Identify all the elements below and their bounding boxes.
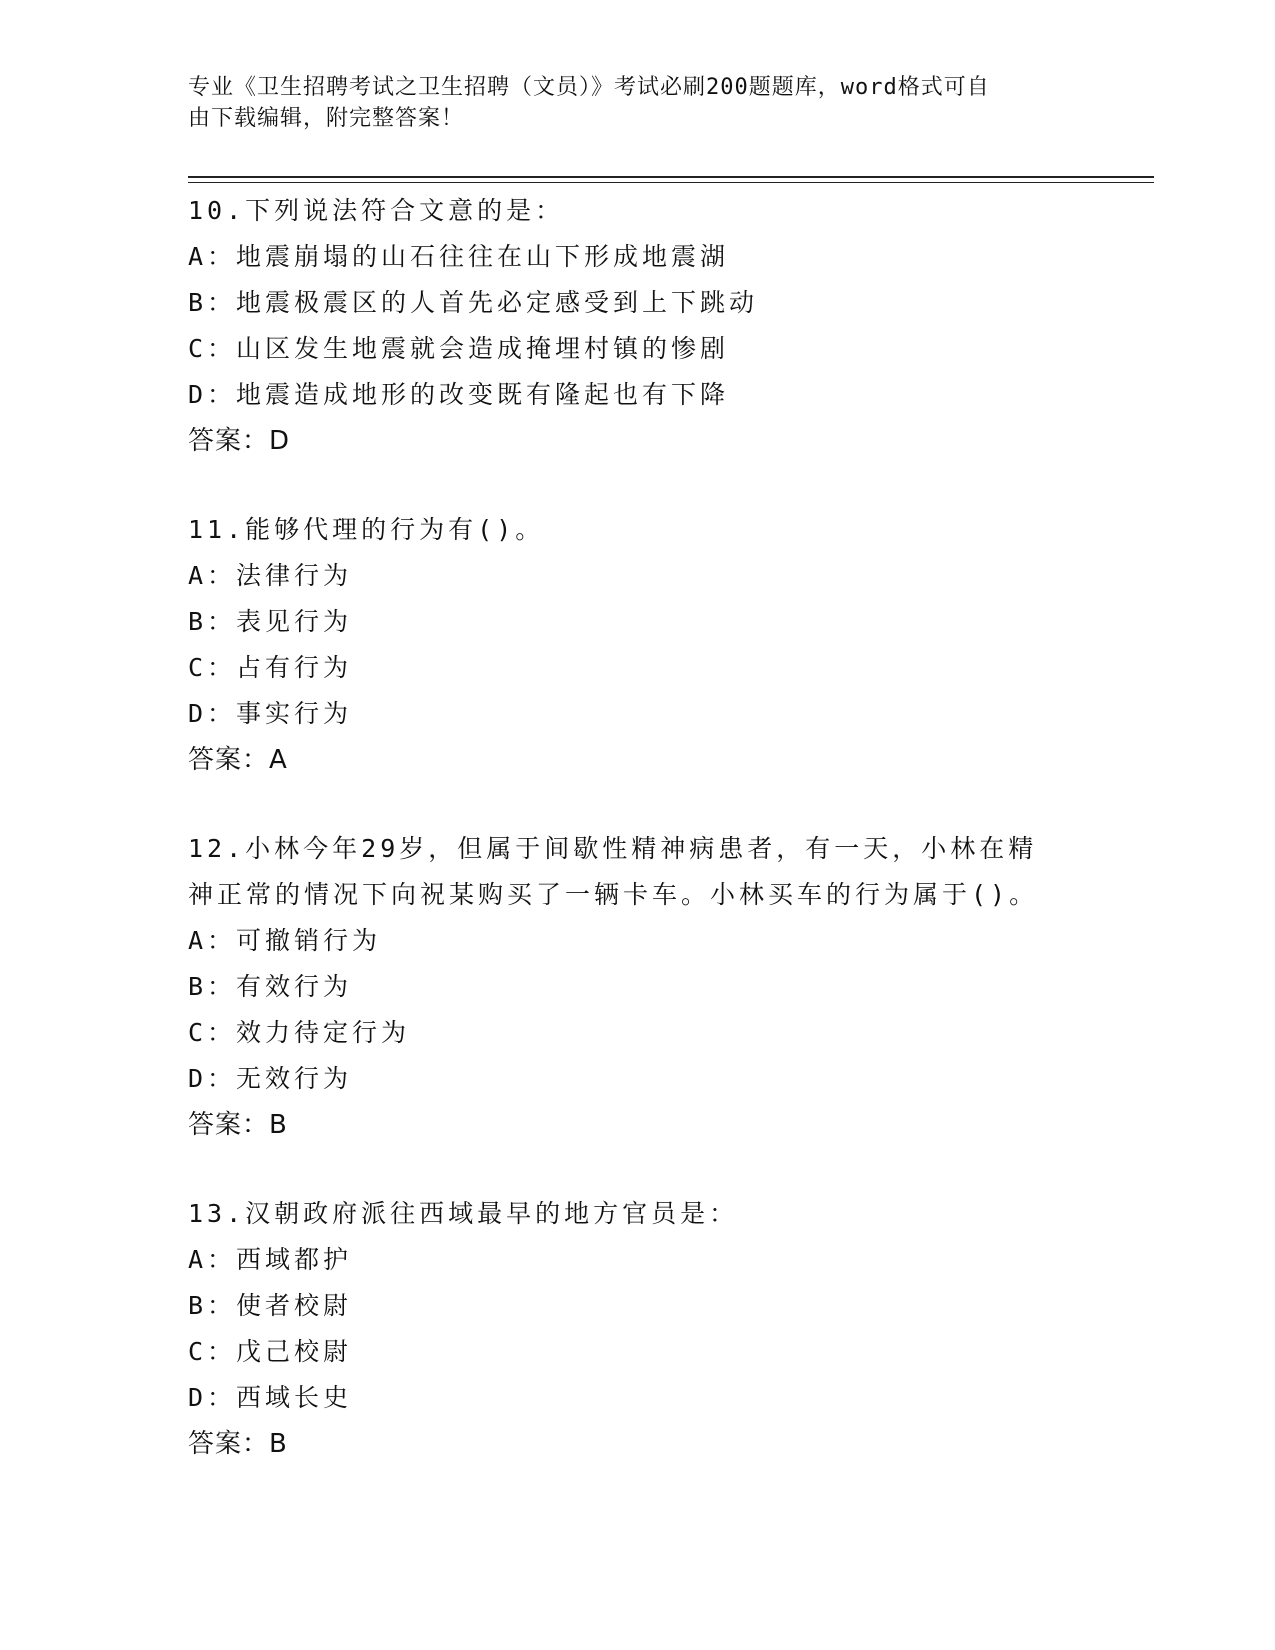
question-12 xyxy=(188,826,1088,1148)
question-13 xyxy=(188,1191,1088,1467)
header-line-1: 专业《卫生招聘考试之卫生招聘（文员）》考试必刷200题题库，word格式可自 xyxy=(188,75,990,100)
option-b: B：表见行为 xyxy=(188,607,353,636)
option-c: C：效力待定行为 xyxy=(188,1018,411,1047)
question-10 xyxy=(188,188,1088,464)
answer-label: 答案：A xyxy=(188,745,288,775)
question-stem: 10.下列说法符合文意的是： xyxy=(188,196,565,225)
option-d: D：西域长史 xyxy=(188,1383,353,1412)
option-d: D：地震造成地形的改变既有隆起也有下降 xyxy=(188,380,730,409)
option-b: B：地震极震区的人首先必定感受到上下跳动 xyxy=(188,288,759,317)
question-stem: 13.汉朝政府派往西域最早的地方官员是： xyxy=(188,1199,739,1228)
header-divider-thin xyxy=(188,182,1154,183)
option-b: B：有效行为 xyxy=(188,972,353,1001)
option-c: C：占有行为 xyxy=(188,653,353,682)
option-a: A：西域都护 xyxy=(188,1245,353,1274)
option-b: B：使者校尉 xyxy=(188,1291,353,1320)
answer-label: 答案：D xyxy=(188,426,291,456)
answer-label: 答案：B xyxy=(188,1110,288,1140)
option-a: A：可撤销行为 xyxy=(188,926,382,955)
question-stem: 12.小林今年29岁，但属于间歇性精神病患者，有一天，小林在精神正常的情况下向祝某购买了一辆卡车。小林买车的行为属于()。 xyxy=(188,834,1039,909)
option-c: C：戊己校尉 xyxy=(188,1337,353,1366)
option-c: C：山区发生地震就会造成掩埋村镇的惨剧 xyxy=(188,334,730,363)
document-header xyxy=(188,72,1068,134)
header-divider-thick xyxy=(188,176,1154,178)
option-a: A：法律行为 xyxy=(188,561,353,590)
question-list xyxy=(188,188,1088,1467)
option-a: A：地震崩塌的山石往往在山下形成地震湖 xyxy=(188,242,730,271)
question-11 xyxy=(188,507,1088,783)
option-d: D：事实行为 xyxy=(188,699,353,728)
question-stem: 11.能够代理的行为有()。 xyxy=(188,515,545,544)
answer-label: 答案：B xyxy=(188,1429,288,1459)
header-line-2: 由下载编辑，附完整答案！ xyxy=(188,106,465,131)
option-d: D：无效行为 xyxy=(188,1064,353,1093)
